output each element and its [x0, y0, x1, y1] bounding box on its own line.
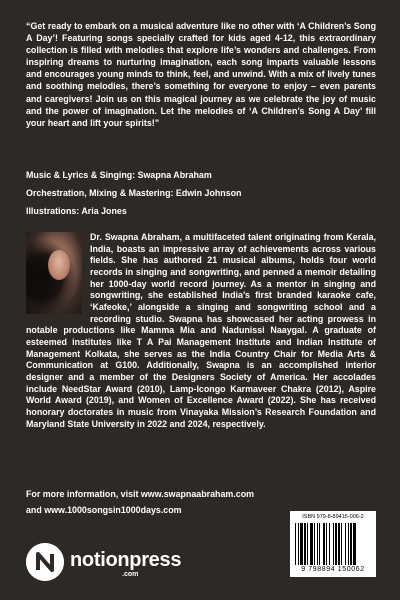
isbn-barcode — [290, 511, 376, 577]
credit-illustrations: Illustrations: Aria Jones — [26, 206, 127, 216]
more-info-link[interactable]: For more information, visit www.swapnaabraham.com — [26, 489, 255, 499]
publisher-logo-icon — [26, 543, 64, 581]
author-bio-text: Dr. Swapna Abraham, a multifaceted talent originating from Kerala, India, boasts an impressive array of achievements across various fields. She has authored 21 musical albums, holds four world records in singing and songwriting, and penned a memoir detailing her 1000-day world record journey. As a mentor in singing and songwriting, she established India’s first branded karaoke cafe, ‘Kafeoke,’ alongside a singing and songwriting school and a recording studio. Swapna has showcased her acting prowess in notable productions like Mamma Mia and Nadunissi Naaygal. A graduate of esteemed institutes like T A Pai Management Institute and Indian Institute of Management Kolkata, she serves as the India Country Chair for Media Arts & Communication at G100. Additionally, Swapna is an accomplished interior designer and a member of the Designers Society of America. Her accolades include NeedStar Award (2010), Lamp-Icongo Karmaveer Chakra (2012), Aspire World Award (2019), and Women of Excellence Award (2022). She has received honorary doctorates in music from Vinayaka Mission’s Research Foundation and Maryland State University in 2022 and 2024, respectively. — [26, 232, 376, 429]
isbn-label: ISBN 979-8-89415-006-2 — [302, 514, 364, 520]
publisher-name: notionpress — [70, 549, 182, 571]
credit-music: Music & Lyrics & Singing: Swapna Abraham — [26, 170, 212, 180]
barcode-icon — [295, 523, 371, 565]
author-bio — [26, 232, 376, 430]
barcode-number: 9 798894 150062 — [301, 566, 365, 573]
publisher-suffix: .com — [122, 571, 139, 578]
book-blurb: “Get ready to embark on a musical adventure like no other with ‘A Children’s Song A Day’! Featuring songs specially crafted for kids aged 4-12, this extraordinary collection is filled with melodies that explore life’s wonders and challenges. From inspiring dreams to nurturing imagination, each song imparts valuable lessons and encourages young minds to think, feel, and unwind. With a mix of lively tunes and soothing melodies, there’s something for everyone to enjoy – even parents and caregivers! Join us on this magical journey as we celebrate the joy of music and the power of imagination. Let the melodies of ‘A Children’s Song A Day’ fill your heart and lift your spirits!” — [26, 21, 376, 128]
more-info-link-2[interactable]: and www.1000songsin1000days.com — [26, 505, 182, 515]
credit-orchestration: Orchestration, Mixing & Mastering: Edwin Johnson — [26, 188, 242, 198]
publisher-logo — [26, 543, 186, 585]
